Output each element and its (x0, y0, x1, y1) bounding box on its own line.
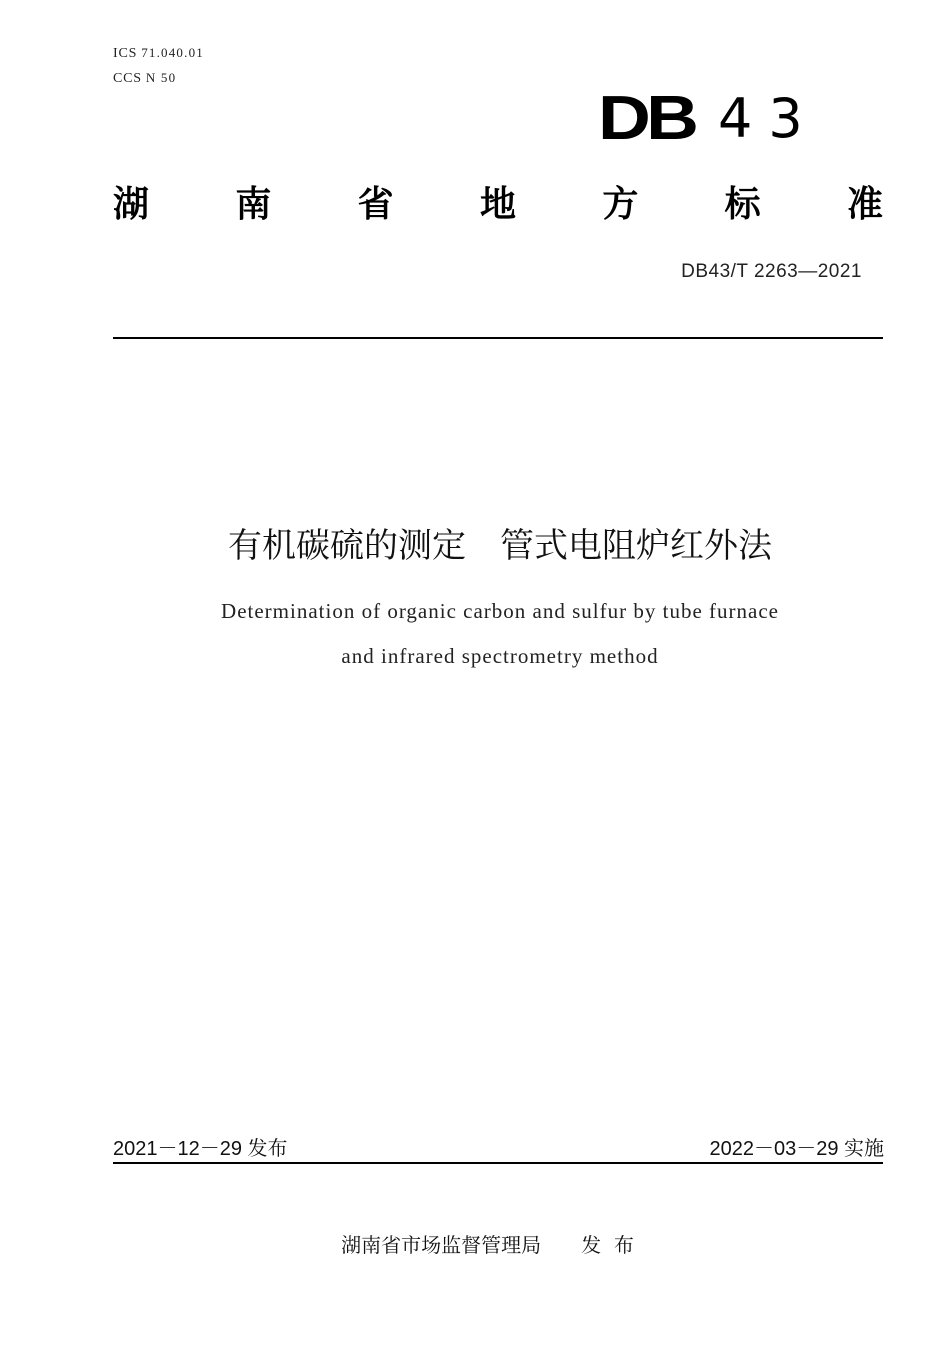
implementation-date: 2022－03－29 实施 (709, 1138, 884, 1160)
issue-date: 2021－12－29 发布 (113, 1138, 288, 1160)
logo-province-code: 43 (718, 87, 819, 150)
ics-value: 71.040.01 (141, 45, 204, 60)
footer-divider (113, 1162, 883, 1164)
document-title-en-line2: and infrared spectrometry method (341, 644, 659, 668)
ics-label: ICS (113, 46, 138, 61)
ccs-code (113, 70, 176, 87)
standard-type-char: 准 (846, 184, 883, 225)
publisher: 湖南省市场监督管理局 发 布 (341, 1233, 634, 1257)
standard-type-char: 省 (357, 184, 394, 225)
ccs-value: N 50 (145, 70, 177, 85)
ics-code (113, 45, 204, 62)
document-title-zh: 有机碳硫的测定 管式电阻炉红外法 (228, 526, 772, 566)
standard-type-char: 湖 (113, 184, 150, 225)
standard-type-char: 南 (235, 184, 272, 225)
standard-type-heading (113, 178, 883, 232)
ccs-label: CCS (113, 71, 142, 86)
standard-type-char: 方 (602, 184, 639, 225)
logo-db-mark: DB (598, 84, 695, 153)
standard-number: DB43/T 2263—2021 (681, 261, 862, 282)
document-title-en-line1: Determination of organic carbon and sulfur by tube furnace (221, 599, 779, 623)
standard-type-char: 地 (479, 184, 516, 225)
header-divider (113, 337, 883, 339)
db43-logo (598, 84, 828, 153)
standard-type-char: 标 (724, 184, 761, 225)
